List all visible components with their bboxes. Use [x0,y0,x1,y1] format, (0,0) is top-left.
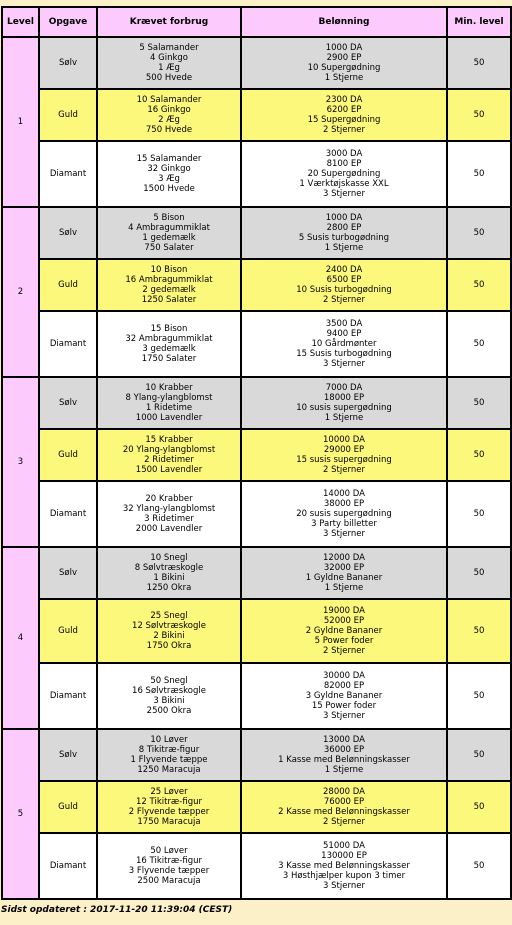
requirement-item: 12 Sølvtræskogle [132,621,206,631]
kraevet-forbrug-cell [98,548,240,598]
requirement-item: 1750 Maracuja [137,817,201,827]
reward-item: 5 Susis turbogødning [298,233,390,243]
reward-item: 1 Stjerne [324,413,364,423]
reward-item: 3 Party billetter [311,519,377,529]
reward-item: 1 Stjerne [324,765,364,775]
opgave-cell: Sølv [40,378,96,428]
reward-item: 3 Stjerner [323,189,365,199]
header-kraevet-forbrug: Krævet forbrug [98,8,240,36]
opgave-cell: Guld [40,90,96,140]
min-level-cell: 50 [448,548,510,598]
kraevet-forbrug-cell [98,730,240,780]
reward-item: 2 Stjerner [323,817,365,827]
kraevet-forbrug-cell [98,664,240,728]
requirement-item: 750 Hvede [145,125,193,135]
min-level-cell: 50 [448,482,510,546]
opgave-cell: Guld [40,600,96,662]
requirement-item: 4 Ginkgo [150,53,188,63]
requirement-item: 16 Ginkgo [147,105,191,115]
reward-item: 10 Susis turbogødning [296,285,392,295]
quest-row [3,38,510,88]
kraevet-forbrug-cell [98,208,240,258]
requirement-item: 1500 Hvede [143,184,195,194]
requirement-item: 10 Salamander [136,95,202,105]
requirement-item: 2 Æg [158,115,180,125]
min-level-cell: 50 [448,38,510,88]
reward-item: 10 Gårdmønter [311,339,377,349]
kraevet-forbrug-cell [98,38,240,88]
opgave-cell: Sølv [40,38,96,88]
kraevet-forbrug-cell [98,430,240,480]
reward-item: 52000 EP [323,616,365,626]
requirement-item: 5 Bison [153,213,185,223]
kraevet-forbrug-cell [98,600,240,662]
requirement-item: 1 Ridetime [145,403,193,413]
requirement-item: 15 Bison [150,324,188,334]
kraevet-forbrug-cell [98,142,240,206]
quest-row [3,600,510,662]
reward-item: 82000 EP [323,681,365,691]
reward-item: 19000 DA [323,606,365,616]
min-level-cell: 50 [448,600,510,662]
level-cell: 1 [3,38,38,206]
requirement-item: 15 Krabber [145,435,193,445]
requirement-item: 2000 Lavendler [135,524,203,534]
quest-row [3,208,510,258]
requirement-item: 50 Snegl [150,676,188,686]
kraevet-forbrug-cell [98,312,240,376]
quest-row [3,430,510,480]
reward-item: 20 susis supergødning [296,509,392,519]
reward-item: 1 Gyldne Bananer [305,573,383,583]
quest-row [3,312,510,376]
reward-item: 2 Stjerner [323,646,365,656]
reward-item: 3 Kasse med Belønningskasser [278,861,410,871]
reward-item: 20 Supergødning [307,169,381,179]
min-level-cell: 50 [448,378,510,428]
reward-item: 28000 DA [323,787,365,797]
belonning-cell [242,378,446,428]
requirement-item: 32 Ambragummiklat [125,334,213,344]
requirement-item: 12 Tikitræ-figur [136,797,202,807]
reward-item: 1000 DA [325,213,363,223]
reward-item: 30000 DA [323,671,365,681]
requirement-item: 25 Snegl [150,611,188,621]
reward-item: 1000 DA [325,43,363,53]
reward-item: 1 Kasse med Belønningskasser [278,755,410,765]
belonning-cell [242,664,446,728]
reward-item: 6200 EP [326,105,362,115]
requirement-item: 1250 Salater [141,295,197,305]
opgave-cell: Guld [40,430,96,480]
reward-item: 2 Kasse med Belønningskasser [278,807,410,817]
quest-row [3,664,510,728]
min-level-cell: 50 [448,208,510,258]
kraevet-forbrug-cell [98,834,240,898]
kraevet-forbrug-cell [98,260,240,310]
min-level-cell: 50 [448,260,510,310]
reward-item: 36000 EP [323,745,365,755]
reward-item: 76000 EP [323,797,365,807]
requirement-item: 2 Ridetimer [144,455,194,465]
belonning-cell [242,782,446,832]
last-updated-footer: Sidst opdateret : 2017-11-20 11:39:04 (CEST) [1,905,233,915]
requirement-item: 1 gedemælk [142,233,196,243]
quest-row [3,90,510,140]
requirement-item: 3 Flyvende tæpper [128,866,210,876]
opgave-cell: Sølv [40,730,96,780]
requirement-item: 20 Krabber [145,494,193,504]
min-level-cell: 50 [448,782,510,832]
requirement-item: 8 Ylang-ylangblomst [125,393,213,403]
belonning-cell [242,834,446,898]
opgave-cell: Guld [40,260,96,310]
requirement-item: 2500 Okra [146,706,192,716]
reward-item: 15 Power foder [311,701,377,711]
belonning-cell [242,90,446,140]
requirement-item: 3 Ridetimer [144,514,194,524]
reward-item: 3 Stjerner [323,711,365,721]
min-level-cell: 50 [448,664,510,728]
kraevet-forbrug-cell [98,782,240,832]
opgave-cell: Sølv [40,548,96,598]
min-level-cell: 50 [448,834,510,898]
header-opgave: Opgave [40,8,96,36]
reward-item: 130000 EP [321,851,367,861]
reward-item: 3 Høsthjælper kupon 3 timer [282,871,406,881]
quest-row [3,482,510,546]
requirement-item: 16 Tikitræ-figur [136,856,202,866]
requirement-item: 25 Løver [150,787,188,797]
header-belonning: Belønning [242,8,446,36]
requirement-item: 1250 Okra [146,583,192,593]
requirement-item: 5 Salamander [139,43,199,53]
quest-row [3,834,510,898]
requirement-item: 15 Salamander [136,154,202,164]
requirement-item: 750 Salater [144,243,194,253]
reward-item: 29000 EP [323,445,365,455]
requirement-item: 1750 Salater [141,354,197,364]
level-cell: 3 [3,378,38,546]
quest-row [3,378,510,428]
requirement-item: 20 Ylang-ylangblomst [122,445,216,455]
reward-item: 2900 EP [326,53,362,63]
reward-item: 18000 EP [323,393,365,403]
level-cell: 4 [3,548,38,728]
reward-item: 15 Supergødning [307,115,381,125]
belonning-cell [242,38,446,88]
header-level: Level [3,8,38,36]
reward-item: 13000 DA [323,735,365,745]
reward-item: 3000 DA [325,149,363,159]
header-row [3,8,510,36]
kraevet-forbrug-cell [98,378,240,428]
reward-item: 2800 EP [326,223,362,233]
requirement-item: 10 Snegl [150,553,188,563]
reward-item: 3 Stjerner [323,529,365,539]
opgave-cell: Diamant [40,142,96,206]
min-level-cell: 50 [448,730,510,780]
reward-item: 1 Stjerne [324,583,364,593]
reward-item: 7000 DA [325,383,363,393]
reward-item: 3 Stjerner [323,881,365,891]
belonning-cell [242,312,446,376]
opgave-cell: Diamant [40,312,96,376]
requirement-item: 10 Bison [150,265,188,275]
quest-row [3,548,510,598]
requirement-item: 3 Æg [158,174,180,184]
quest-table [1,6,512,900]
quest-row [3,782,510,832]
min-level-cell: 50 [448,142,510,206]
opgave-cell: Diamant [40,664,96,728]
reward-item: 2 Gyldne Bananer [305,626,383,636]
quest-row [3,260,510,310]
requirement-item: 3 Bikini [153,696,185,706]
opgave-cell: Diamant [40,482,96,546]
reward-item: 1 Værktøjskasse XXL [299,179,389,189]
level-cell: 5 [3,730,38,898]
reward-item: 5 Power foder [314,636,374,646]
reward-item: 3 Stjerner [323,359,365,369]
min-level-cell: 50 [448,430,510,480]
reward-item: 2300 DA [325,95,363,105]
belonning-cell [242,730,446,780]
requirement-item: 50 Løver [150,846,188,856]
quest-row [3,730,510,780]
belonning-cell [242,260,446,310]
belonning-cell [242,142,446,206]
reward-item: 2 Stjerner [323,125,365,135]
requirement-item: 16 Ambragummiklat [125,275,213,285]
requirement-item: 2 gedemælk [142,285,196,295]
requirement-item: 3 gedemælk [142,344,196,354]
level-cell: 2 [3,208,38,376]
requirement-item: 8 Tikitræ-figur [138,745,200,755]
reward-item: 10 susis supergødning [296,403,392,413]
requirement-item: 32 Ylang-ylangblomst [122,504,216,514]
reward-item: 10000 DA [323,435,365,445]
belonning-cell [242,482,446,546]
reward-item: 51000 DA [323,841,365,851]
reward-item: 2400 DA [325,265,363,275]
belonning-cell [242,548,446,598]
reward-item: 14000 DA [323,489,365,499]
requirement-item: 8 Sølvtræskogle [134,563,204,573]
reward-item: 2 Stjerner [323,465,365,475]
reward-item: 1 Stjerne [324,243,364,253]
quest-table-body [3,38,510,898]
reward-item: 1 Stjerne [324,73,364,83]
requirement-item: 10 Løver [150,735,188,745]
reward-item: 2 Stjerner [323,295,365,305]
requirement-item: 32 Ginkgo [147,164,191,174]
reward-item: 3500 DA [325,319,363,329]
requirement-item: 2 Flyvende tæpper [128,807,210,817]
reward-item: 15 susis supergødning [296,455,392,465]
reward-item: 3 Gyldne Bananer [305,691,383,701]
reward-item: 10 Supergødning [307,63,381,73]
requirement-item: 1250 Maracuja [137,765,201,775]
reward-item: 6500 EP [326,275,362,285]
header-min-level: Min. level [448,8,510,36]
requirement-item: 1 Flyvende tæppe [130,755,208,765]
requirement-item: 500 Hvede [145,73,193,83]
requirement-item: 1500 Lavendler [135,465,203,475]
min-level-cell: 50 [448,90,510,140]
requirement-item: 10 Krabber [145,383,193,393]
requirement-item: 1750 Okra [146,641,192,651]
requirement-item: 1 Æg [158,63,180,73]
reward-item: 38000 EP [323,499,365,509]
kraevet-forbrug-cell [98,482,240,546]
belonning-cell [242,430,446,480]
opgave-cell: Sølv [40,208,96,258]
belonning-cell [242,208,446,258]
opgave-cell: Guld [40,782,96,832]
reward-item: 9400 EP [326,329,362,339]
quest-row [3,142,510,206]
requirement-item: 4 Ambragummiklat [128,223,210,233]
kraevet-forbrug-cell [98,90,240,140]
reward-item: 12000 DA [323,553,365,563]
requirement-item: 2 Bikini [153,631,185,641]
reward-item: 15 Susis turbogødning [296,349,392,359]
opgave-cell: Diamant [40,834,96,898]
reward-item: 32000 EP [323,563,365,573]
requirement-item: 2500 Maracuja [137,876,201,886]
reward-item: 8100 EP [326,159,362,169]
min-level-cell: 50 [448,312,510,376]
requirement-item: 16 Sølvtræskogle [132,686,206,696]
requirement-item: 1000 Lavendler [135,413,203,423]
belonning-cell [242,600,446,662]
requirement-item: 1 Bikini [153,573,185,583]
